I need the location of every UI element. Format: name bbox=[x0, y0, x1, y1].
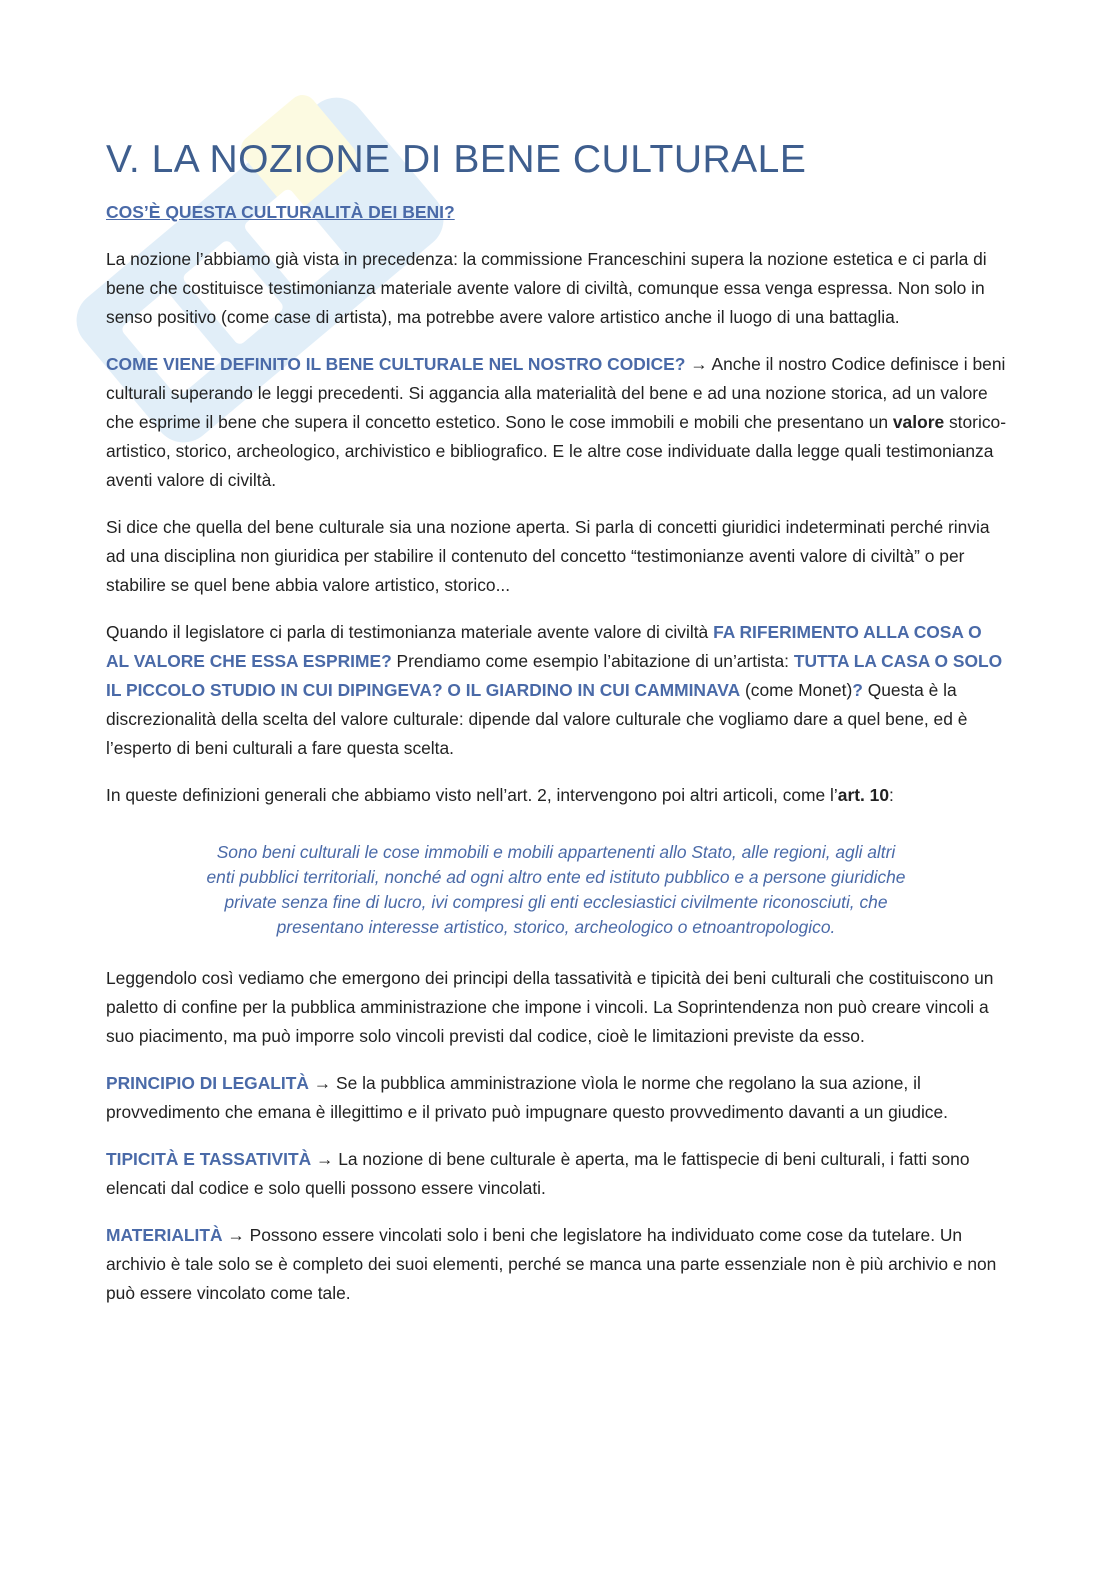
page-title: V. LA NOZIONE DI BENE CULTURALE bbox=[106, 138, 807, 181]
paragraph-intro: La nozione l’abbiamo già vista in precedenza: la commissione Franceschini supera la nozione estetica e ci parla di bene che costituisce testimonianza materiale avente valore di civiltà, comunque essa venga espressa. Non solo in senso positivo (come case di artista), ma potrebbe avere valore artistico anche il luogo di una battaglia. bbox=[106, 249, 987, 327]
paragraph-text: Prendiamo come esempio l’abitazione di un’artista: bbox=[391, 651, 794, 671]
keyword-question: FA RIFERIMENTO ALLA COSA O AL VALORE CHE ESSA ESPRIME? bbox=[106, 622, 982, 671]
arrow-icon: → bbox=[313, 1073, 332, 1093]
paragraph-text: Possono essere vincolati solo i beni che legislatore ha individuato come cose da tutelare. Un archivio è tale solo se è completo dei suoi elementi, perché se manca una parte essenziale non è più archivio e non può essere vincolato come tale. bbox=[106, 1225, 997, 1303]
article-quote: Sono beni culturali le cose immobili e mobili appartenenti allo Stato, alle regioni, agli altri enti pubblici territoriali, nonché ad ogni altro ente ed istituto pubblico e a persone giuridiche private senza fine di lucro, ivi compresi gli enti ecclesiastici civilmente riconosciuti, che presentano interesse artistico, storico, archeologico o etnoantropologico. bbox=[206, 842, 906, 937]
paragraph-text: In queste definizioni generali che abbiamo visto nell’art. 2, intervengono poi altri articoli, come l’ bbox=[106, 785, 838, 805]
keyword-heading: MATERIALITÀ bbox=[106, 1225, 223, 1245]
bold-article: art. 10 bbox=[837, 785, 890, 805]
arrow-icon: → bbox=[316, 1149, 334, 1169]
keyword-question-mark: ? bbox=[852, 680, 863, 700]
paragraph-nozione-aperta: Si dice che quella del bene culturale sia una nozione aperta. Si parla di concetti giuridici indeterminati perché rinvia ad una disciplina non giuridica per stabilire il contenuto del concetto “testimonianze aventi valore di civiltà” o per stabilire se quel bene abbia valore artistico, storico... bbox=[106, 517, 990, 595]
keyword-question: TUTTA LA CASA O SOLO IL PICCOLO STUDIO IN CUI DIPINGEVA? O IL GIARDINO IN CUI CAMMINAVA bbox=[106, 651, 1003, 700]
arrow-icon: → bbox=[227, 1225, 245, 1245]
paragraph-text: Quando il legislatore ci parla di testimonianza materiale avente valore di civiltà bbox=[106, 622, 714, 642]
paragraph-materialita bbox=[106, 1221, 1006, 1308]
paragraph-legalita bbox=[106, 1069, 1006, 1127]
paragraph-text: : bbox=[889, 785, 894, 805]
paragraph-text: (come Monet) bbox=[740, 680, 853, 700]
paragraph-text: Anche il nostro Codice definisce i beni culturali superando le leggi precedenti. Si aggancia alla materialità del bene e ad una nozione storica, ad un valore che esprime il bene che supera il concetto estetico. Sono le cose immobili e mobili che presentano un bbox=[106, 354, 1006, 432]
paragraph-text: Se la pubblica amministrazione vìola le norme che regolano la sua azione, il provvedimento che emana è illegittimo e il privato può impugnare questo provvedimento davanti a un giudice. bbox=[106, 1073, 949, 1122]
paragraph-text: La nozione di bene culturale è aperta, ma le fattispecie di beni culturali, i fatti sono elencati dal codice e solo quelli possono essere vincolati. bbox=[106, 1149, 970, 1198]
paragraph-tipicita bbox=[106, 1145, 1006, 1203]
paragraph-text: Questa è la discrezionalità della scelta del valore culturale: dipende dal valore culturale che vogliamo dare a quel bene, ed è l’esperto di beni culturali a fare questa scelta. bbox=[106, 680, 968, 758]
paragraph-codice bbox=[106, 350, 1006, 495]
keyword-heading: PRINCIPIO DI LEGALITÀ bbox=[106, 1073, 309, 1093]
paragraph-legislatore bbox=[106, 618, 1006, 763]
paragraph-principi: Leggendolo così vediamo che emergono dei principi della tassatività e tipicità dei beni culturali che costituiscono un paletto di confine per la pubblica amministrazione che impone i vincoli. La Soprintendenza non può creare vincoli a suo piacimento, ma può imporre solo vincoli previsti dal codice, cioè le limitazioni previste da esso. bbox=[106, 968, 994, 1046]
keyword-heading: TIPICITÀ E TASSATIVITÀ bbox=[106, 1149, 312, 1169]
bold-term: valore bbox=[892, 412, 945, 432]
section-subtitle: COS’È QUESTA CULTURALITÀ DEI BENI? bbox=[106, 202, 455, 222]
arrow-icon: → bbox=[690, 354, 708, 374]
paragraph-art10-intro bbox=[106, 781, 1006, 810]
document-page bbox=[106, 130, 1006, 1326]
paragraph-text: storico-artistico, storico, archeologico, archivistico e bibliografico. E le altre cose individuate dalla legge quali testimonianza aventi valore di civiltà. bbox=[106, 412, 1006, 490]
keyword-heading: COME VIENE DEFINITO IL BENE CULTURALE NEL NOSTRO CODICE? bbox=[106, 354, 686, 374]
